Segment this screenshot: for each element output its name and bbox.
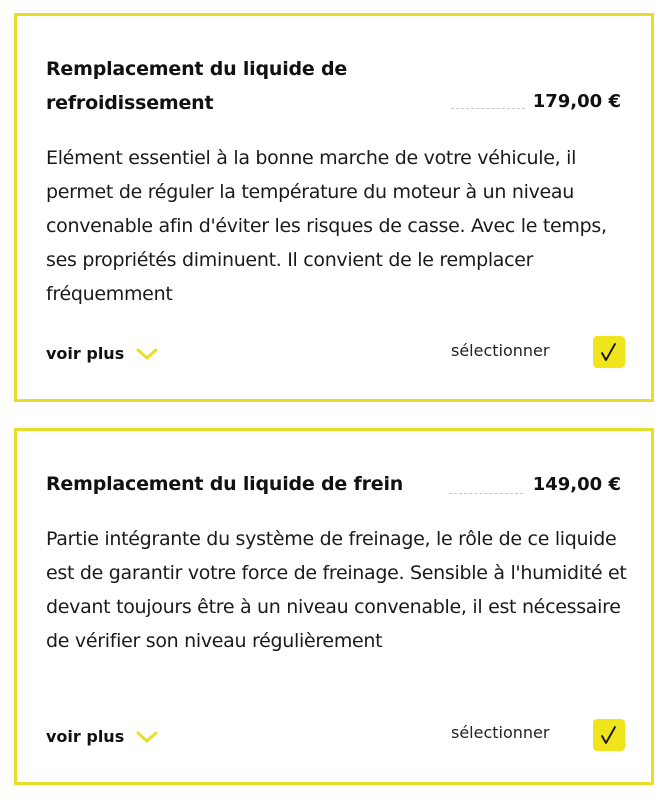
select-checkbox[interactable] [593, 336, 625, 368]
chevron-down-icon [136, 730, 158, 744]
see-more-label: voir plus [46, 727, 125, 746]
service-description: Partie intégrante du système de freinage, le rôle de ce liquide est de garantir votre force de freinage. Sensible à l'humidité et devant toujours être à un niveau convenable, il est nécessaire de vérifier son niveau régulièrement [46, 528, 627, 652]
service-title: Remplacement du liquide de frein [46, 473, 404, 495]
price-leader-dots [451, 108, 525, 109]
service-price: 179,00 € [532, 91, 621, 112]
chevron-down-icon [136, 347, 158, 361]
select-checkbox[interactable] [593, 719, 625, 751]
checkmark-icon [598, 341, 620, 363]
service-description: Elément essentiel à la bonne marche de votre véhicule, il permet de réguler la température du moteur à un niveau convenable afin d'éviter les risques de casse. Avec le temps, ses propriétés diminuent. Il convient de le remplacer fréquemment [46, 147, 607, 305]
checkmark-icon [598, 724, 620, 746]
see-more-label: voir plus [46, 344, 125, 363]
service-title: Remplacement du liquide de refroidissement [46, 58, 348, 114]
select-label[interactable]: sélectionner [451, 723, 550, 742]
select-label[interactable]: sélectionner [451, 341, 550, 360]
see-more-button[interactable] [46, 344, 158, 363]
see-more-button[interactable] [46, 727, 158, 746]
service-card-brake-fluid [14, 428, 654, 785]
service-card-coolant [14, 13, 654, 402]
price-leader-dots [449, 493, 523, 494]
service-price: 149,00 € [532, 474, 621, 495]
